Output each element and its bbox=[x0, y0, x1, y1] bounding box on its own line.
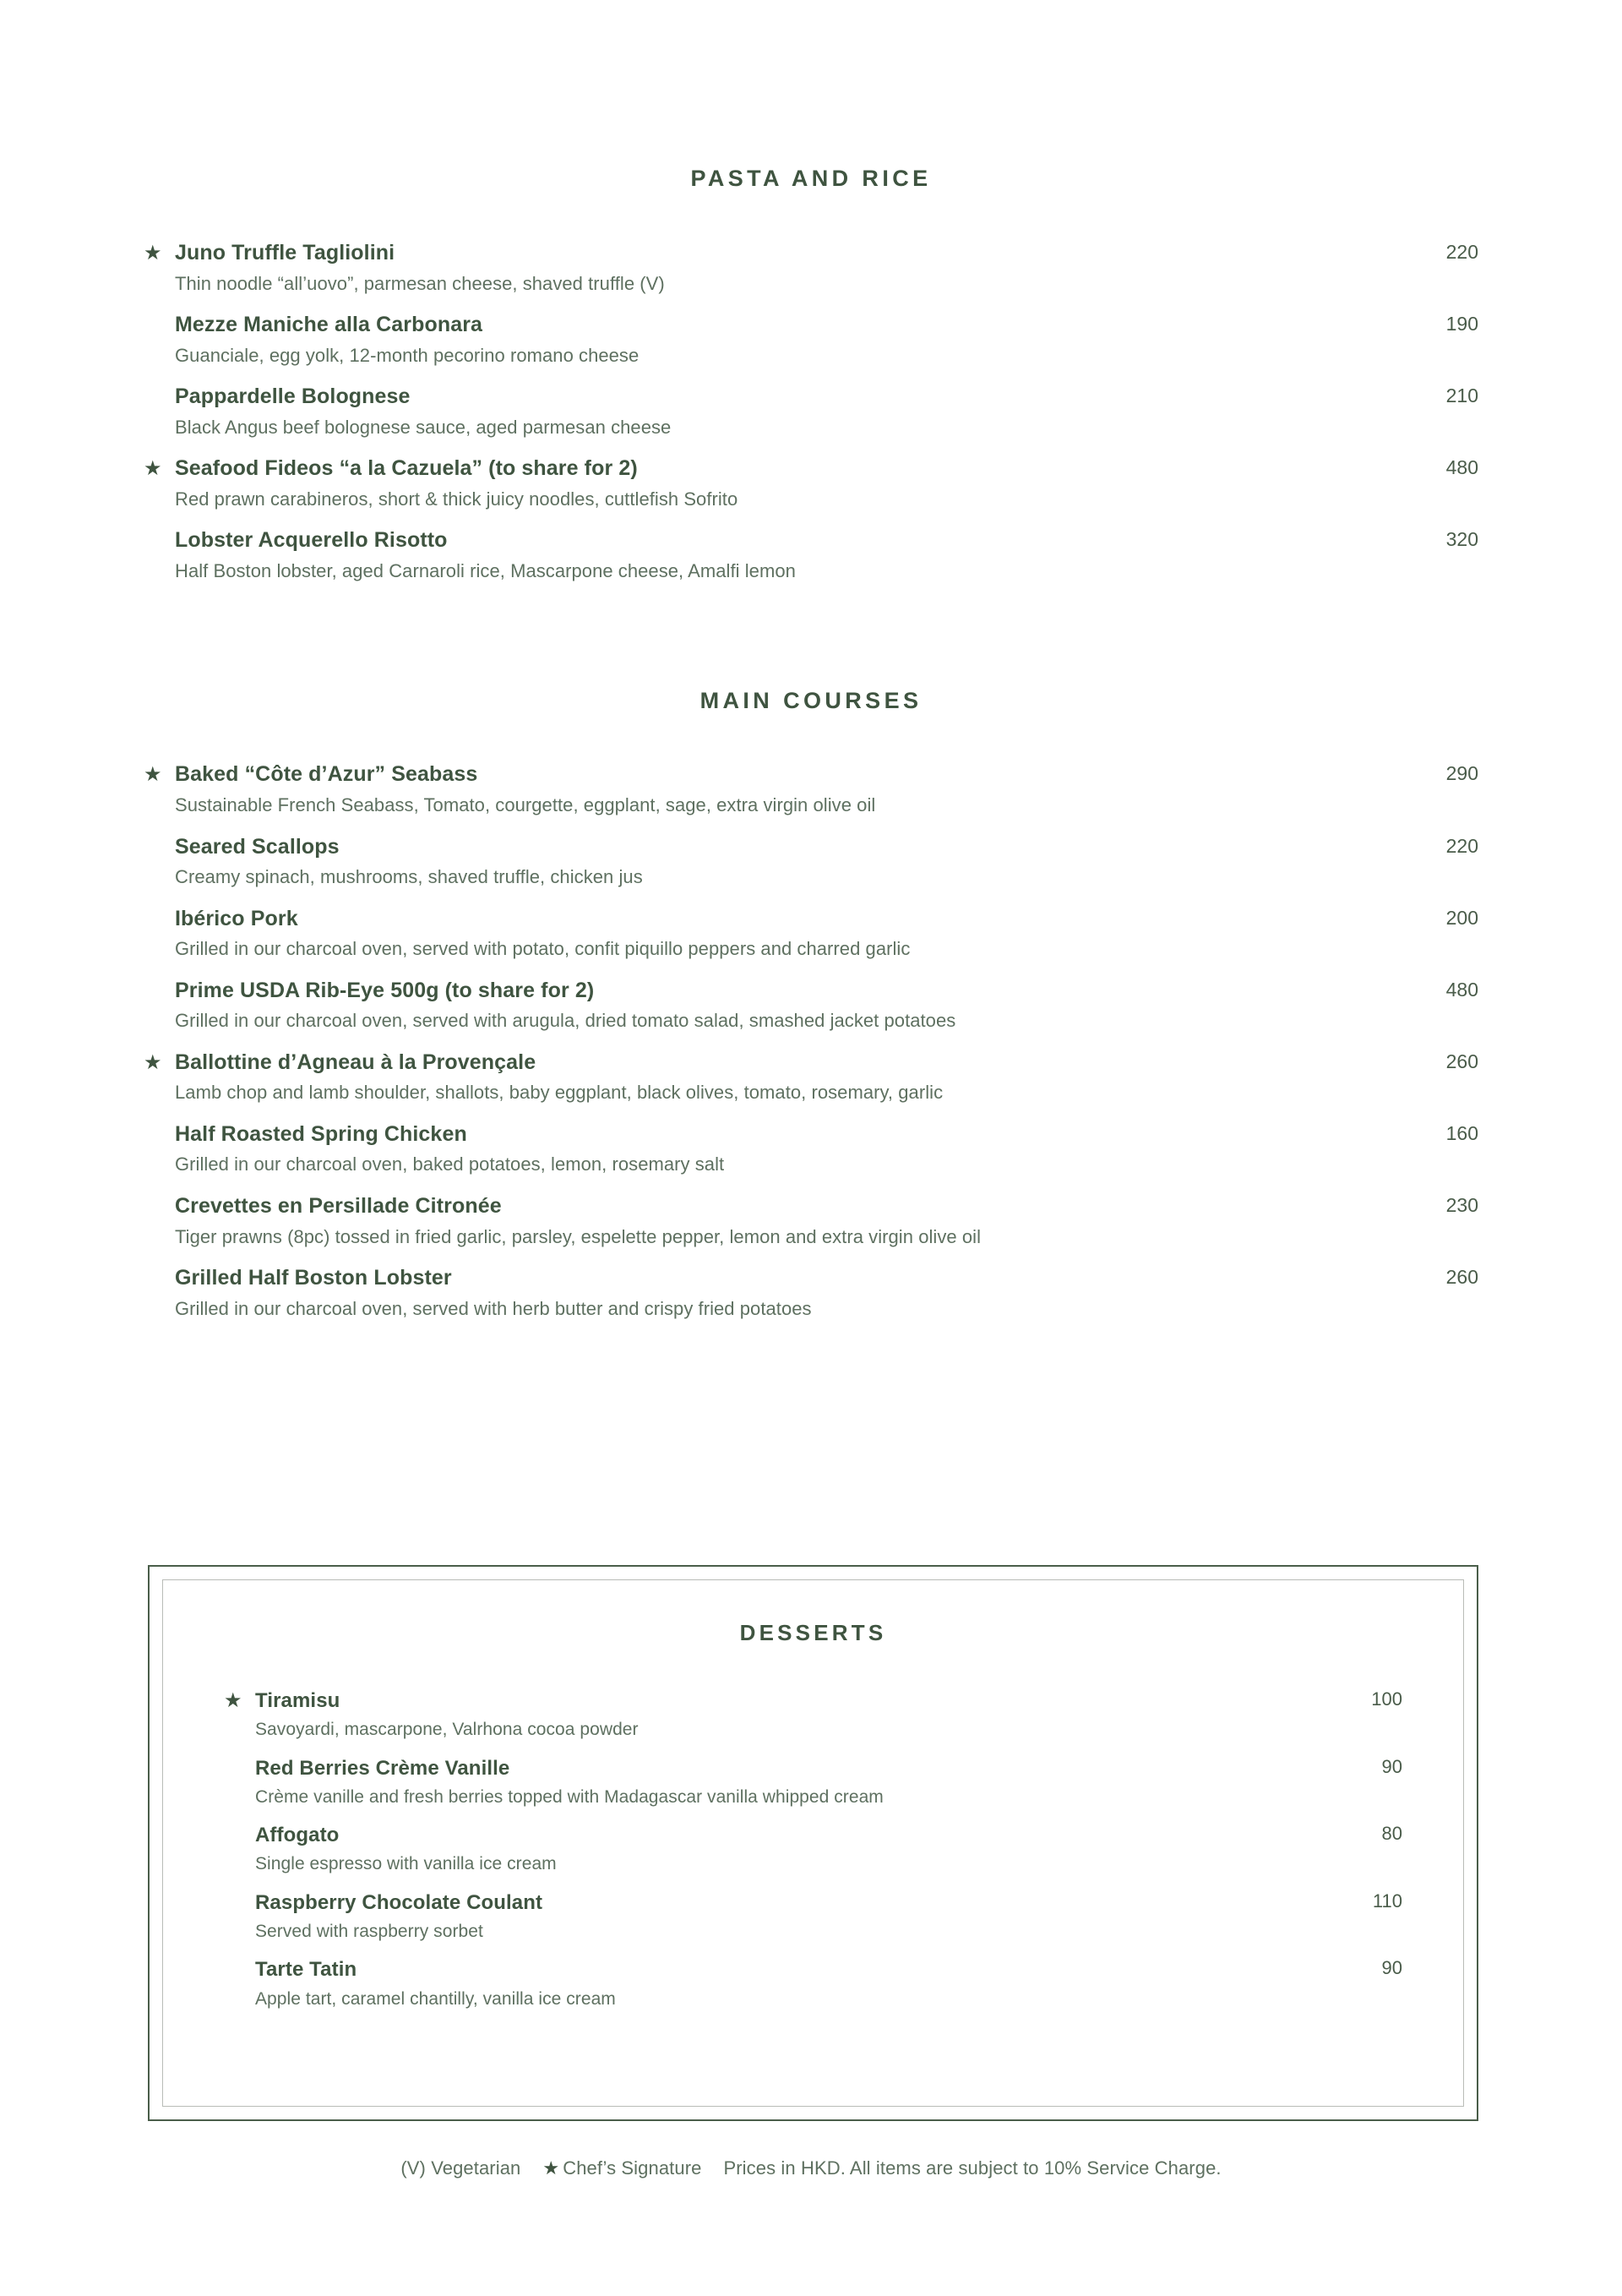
signature-star-icon: ★ bbox=[144, 457, 162, 481]
menu-item bbox=[224, 1957, 1402, 2010]
menu-item-name: Seared Scallops bbox=[175, 834, 340, 859]
signature-star-icon: ★ bbox=[542, 2157, 560, 2179]
menu-item-price: 230 bbox=[1445, 1194, 1478, 1217]
menu-item-header bbox=[224, 1756, 1402, 1781]
menu-item-name-group bbox=[144, 384, 1394, 410]
section-heading-desserts: DESSERTS bbox=[739, 1620, 887, 1645]
menu-item-header bbox=[144, 1121, 1478, 1148]
menu-item-name-group bbox=[224, 1823, 1318, 1847]
menu-item-name: Mezze Maniche alla Carbonara bbox=[175, 313, 483, 337]
legend-pricing-note: Prices in HKD. All items are subject to 10% Service Charge. bbox=[723, 2157, 1222, 2179]
signature-star-icon: ★ bbox=[144, 1050, 162, 1074]
menu-item-name-group bbox=[144, 761, 1394, 788]
menu-item-header bbox=[224, 1823, 1402, 1847]
menu-item-price: 190 bbox=[1445, 313, 1478, 335]
menu-item bbox=[144, 761, 1478, 817]
menu-item-header bbox=[144, 978, 1478, 1004]
menu-item-price: 80 bbox=[1381, 1823, 1402, 1845]
menu-item-header bbox=[144, 240, 1478, 266]
menu-item-header bbox=[224, 1957, 1402, 1982]
menu-item-header bbox=[144, 384, 1478, 410]
signature-star-icon: ★ bbox=[144, 242, 162, 265]
menu-item-name: Seafood Fideos “a la Cazuela” (to share for 2) bbox=[175, 456, 638, 481]
menu-item-price: 220 bbox=[1445, 834, 1478, 857]
menu-item-description: Sustainable French Seabass, Tomato, courgette, eggplant, sage, extra virgin olive oil bbox=[175, 794, 876, 815]
section-main-courses bbox=[144, 583, 1478, 1321]
menu-item bbox=[224, 1823, 1402, 1876]
menu-item-header bbox=[144, 455, 1478, 482]
menu-item bbox=[224, 1756, 1402, 1809]
menu-item-description: Half Boston lobster, aged Carnaroli rice, Mascarpone cheese, Amalfi lemon bbox=[175, 559, 796, 581]
menu-item-name-group bbox=[144, 1050, 1394, 1076]
menu-item-name: Half Roasted Spring Chicken bbox=[175, 1121, 467, 1146]
menu-item-header bbox=[144, 1050, 1478, 1076]
desserts-panel-outer-frame bbox=[148, 1565, 1478, 2121]
menu-item-description: Black Angus beef bolognese sauce, aged parmesan cheese bbox=[175, 416, 672, 438]
menu-item-price: 260 bbox=[1445, 1050, 1478, 1072]
section-heading-pasta-and-rice: PASTA AND RICE bbox=[690, 166, 932, 191]
menu-item-name: Ibérico Pork bbox=[175, 906, 298, 930]
menu-item-price: 290 bbox=[1445, 762, 1478, 785]
legend-signature: Chef’s Signature bbox=[563, 2157, 702, 2179]
menu-item-description: Tiger prawns (8pc) tossed in fried garlic, parsley, espelette pepper, lemon and extra virgin olive oil bbox=[175, 1225, 982, 1247]
menu-item-description: Single espresso with vanilla ice cream bbox=[255, 1854, 557, 1874]
menu-item bbox=[144, 978, 1478, 1033]
menu-item-name: Lobster Acquerello Risotto bbox=[175, 528, 448, 553]
menu-item-name: Tiramisu bbox=[255, 1689, 340, 1712]
menu-item-description: Guanciale, egg yolk, 12-month pecorino romano cheese bbox=[175, 344, 640, 366]
desserts-panel-inner-frame bbox=[162, 1579, 1464, 2107]
menu-item-name: Raspberry Chocolate Coulant bbox=[255, 1890, 543, 1914]
menu-item bbox=[144, 312, 1478, 368]
menu-item-name-group bbox=[144, 978, 1394, 1004]
menu-item-header bbox=[144, 312, 1478, 338]
menu-item-header bbox=[144, 527, 1478, 554]
menu-item-description: Grilled in our charcoal oven, baked potatoes, lemon, rosemary salt bbox=[175, 1153, 725, 1175]
menu-item-name-group bbox=[144, 1265, 1394, 1291]
menu-item-description: Grilled in our charcoal oven, served with arugula, dried tomato salad, smashed jacket potatoes bbox=[175, 1010, 956, 1032]
menu-item-price: 160 bbox=[1445, 1121, 1478, 1144]
menu-item-name: Prime USDA Rib-Eye 500g (to share for 2) bbox=[175, 978, 595, 1002]
menu-item-price: 200 bbox=[1445, 906, 1478, 929]
signature-star-icon: ★ bbox=[144, 763, 162, 787]
menu-item-name-group bbox=[144, 1121, 1394, 1148]
menu-item bbox=[144, 384, 1478, 439]
menu-item-price: 480 bbox=[1445, 978, 1478, 1001]
menu-item-price: 260 bbox=[1445, 1266, 1478, 1289]
menu-item bbox=[144, 906, 1478, 962]
menu-item-name: Juno Truffle Tagliolini bbox=[175, 241, 395, 265]
menu-item-description: Apple tart, caramel chantilly, vanilla ice cream bbox=[255, 1988, 616, 2009]
menu-item bbox=[144, 1121, 1478, 1177]
menu-item-description: Crème vanille and fresh berries topped with Madagascar vanilla whipped cream bbox=[255, 1786, 884, 1807]
menu-item-name: Baked “Côte d’Azur” Seabass bbox=[175, 762, 478, 787]
menu-item-name: Tarte Tatin bbox=[255, 1958, 357, 1982]
signature-star-icon: ★ bbox=[224, 1689, 242, 1712]
menu-item bbox=[144, 834, 1478, 890]
menu-item-list-pasta-and-rice bbox=[144, 240, 1478, 583]
menu-item-name-group bbox=[144, 312, 1394, 338]
menu-item-price: 110 bbox=[1372, 1890, 1402, 1912]
menu-item-price: 90 bbox=[1381, 1755, 1402, 1777]
menu-item-description: Lamb chop and lamb shoulder, shallots, baby eggplant, black olives, tomato, rosemary, garlic bbox=[175, 1082, 944, 1104]
section-heading-main-courses: MAIN COURSES bbox=[699, 688, 923, 714]
menu-item-name-group bbox=[144, 455, 1394, 482]
menu-item-name: Affogato bbox=[255, 1824, 340, 1847]
menu-item-price: 90 bbox=[1381, 1957, 1402, 1979]
menu-item-name: Red Berries Crème Vanille bbox=[255, 1756, 510, 1780]
menu-item-name-group bbox=[144, 240, 1394, 266]
menu-item-name: Crevettes en Persillade Citronée bbox=[175, 1194, 502, 1219]
menu-item bbox=[144, 1193, 1478, 1249]
menu-item-name-group bbox=[224, 1688, 1318, 1713]
menu-item bbox=[144, 1050, 1478, 1105]
menu-item-price: 210 bbox=[1445, 384, 1478, 407]
section-pasta-and-rice bbox=[144, 0, 1478, 583]
menu-item-name: Grilled Half Boston Lobster bbox=[175, 1266, 452, 1290]
menu-item-name-group bbox=[144, 1193, 1394, 1219]
menu-item-description: Creamy spinach, mushrooms, shaved truffle, chicken jus bbox=[175, 866, 643, 888]
menu-item-header bbox=[224, 1688, 1402, 1713]
menu-item-price: 480 bbox=[1445, 456, 1478, 479]
menu-item-price: 100 bbox=[1371, 1688, 1402, 1710]
menu-item-description: Red prawn carabineros, short & thick juicy noodles, cuttlefish Sofrito bbox=[175, 488, 738, 510]
menu-item-header bbox=[144, 761, 1478, 788]
menu-item-description: Savoyardi, mascarpone, Valrhona cocoa powder bbox=[255, 1720, 639, 1740]
menu-item-name-group bbox=[224, 1890, 1318, 1915]
menu-item-header bbox=[224, 1890, 1402, 1915]
menu-item-name-group bbox=[144, 527, 1394, 554]
menu-item-name-group bbox=[224, 1756, 1318, 1781]
menu-item-name-group bbox=[144, 906, 1394, 932]
menu-item-header bbox=[144, 1193, 1478, 1219]
menu-item bbox=[144, 1265, 1478, 1321]
menu-item-price: 220 bbox=[1445, 241, 1478, 263]
menu-item bbox=[144, 455, 1478, 511]
menu-item-header bbox=[144, 1265, 1478, 1291]
menu-item bbox=[144, 527, 1478, 583]
menu-item-name-group bbox=[144, 834, 1394, 860]
menu-item-header bbox=[144, 834, 1478, 860]
menu-item-list-desserts bbox=[224, 1688, 1402, 2010]
menu-item bbox=[224, 1688, 1402, 1742]
menu-item-header bbox=[144, 906, 1478, 932]
menu-item-list-main-courses bbox=[144, 761, 1478, 1321]
menu-legend bbox=[0, 2157, 1622, 2179]
menu-item bbox=[224, 1890, 1402, 1944]
legend-vegetarian: (V) Vegetarian bbox=[400, 2157, 521, 2179]
menu-item-name: Pappardelle Bolognese bbox=[175, 384, 411, 409]
menu-item-price: 320 bbox=[1445, 528, 1478, 551]
menu-item-name: Ballottine d’Agneau à la Provençale bbox=[175, 1050, 536, 1074]
menu-item-description: Grilled in our charcoal oven, served with herb butter and crispy fried potatoes bbox=[175, 1297, 812, 1319]
menu-item-description: Grilled in our charcoal oven, served with potato, confit piquillo peppers and charred garlic bbox=[175, 938, 911, 960]
menu-item-description: Served with raspberry sorbet bbox=[255, 1921, 483, 1941]
menu-item-name-group bbox=[224, 1957, 1318, 1982]
menu-item-description: Thin noodle “all’uovo”, parmesan cheese, shaved truffle (V) bbox=[175, 272, 665, 294]
menu-item bbox=[144, 240, 1478, 296]
